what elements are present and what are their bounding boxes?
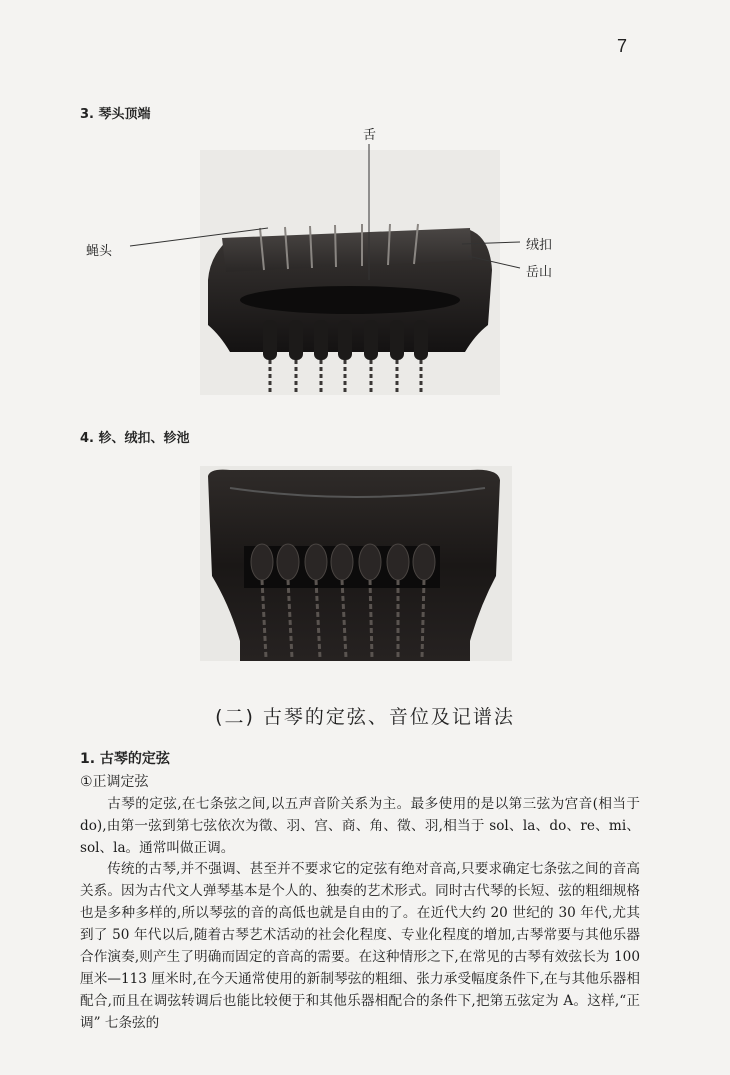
figure-caption-pegs: 4. 轸、绒扣、轸池 [80,431,190,446]
label-yingtou: 蝇头 [86,244,113,259]
section-title: (二) 古琴的定弦、音位及记谱法 [215,706,515,728]
peg-pool-illustration [200,466,512,661]
paragraph-2: 传统的古琴,并不强调、甚至并不要求它的定弦有绝对音高,只要求确定七条弦之间的音高关系。因为古代文人弹琴基本是个人的、独奏的艺术形式。同时古代琴的长短、弦的粗细规格也是多种多样的,所以琴弦的音的高低也就是自由的了。在近代大约 20 世纪的 30 年代,尤其到了 50 年代以后,随着古琴艺术活动的社会化程度、专业化程度的增加,古琴常要与其他乐器合作演奏,则产生了明确而固定的音高的需要。在这种情形之下,在常见的古琴有效弦长为 100 厘米—113 厘米时,在今天通常使用的新制琴弦的粗细、张力承受幅度条件下,在与其他乐器相配合,而且在调弦转调后也能比较便于和其他乐器相配合的条件下,把第五弦定为 A。这样,“正调” 七条弦的 [80,861,640,1031]
photo-pegs-and-peg-pool [200,466,512,661]
qin-head-illustration [80,120,640,410]
label-yueshan: 岳山 [526,265,553,280]
section-subheading: ①正调定弦 [80,774,149,790]
page-number: 7 [617,36,628,56]
figure-caption-qin-head: 3. 琴头顶端 [80,107,151,122]
section-heading: 1. 古琴的定弦 [80,751,170,767]
label-she: 舌 [363,128,377,143]
label-rongkou: 绒扣 [526,238,553,253]
paragraph-1: 古琴的定弦,在七条弦之间,以五声音阶关系为主。最多使用的是以第三弦为宫音(相当于do),由第一弦到第七弦依次为徵、羽、宫、商、角、徵、羽,相当于 sol、la、do、re、mi、sol、la。通常叫做正调。 [80,796,640,856]
photo-qin-head-top [80,120,640,410]
